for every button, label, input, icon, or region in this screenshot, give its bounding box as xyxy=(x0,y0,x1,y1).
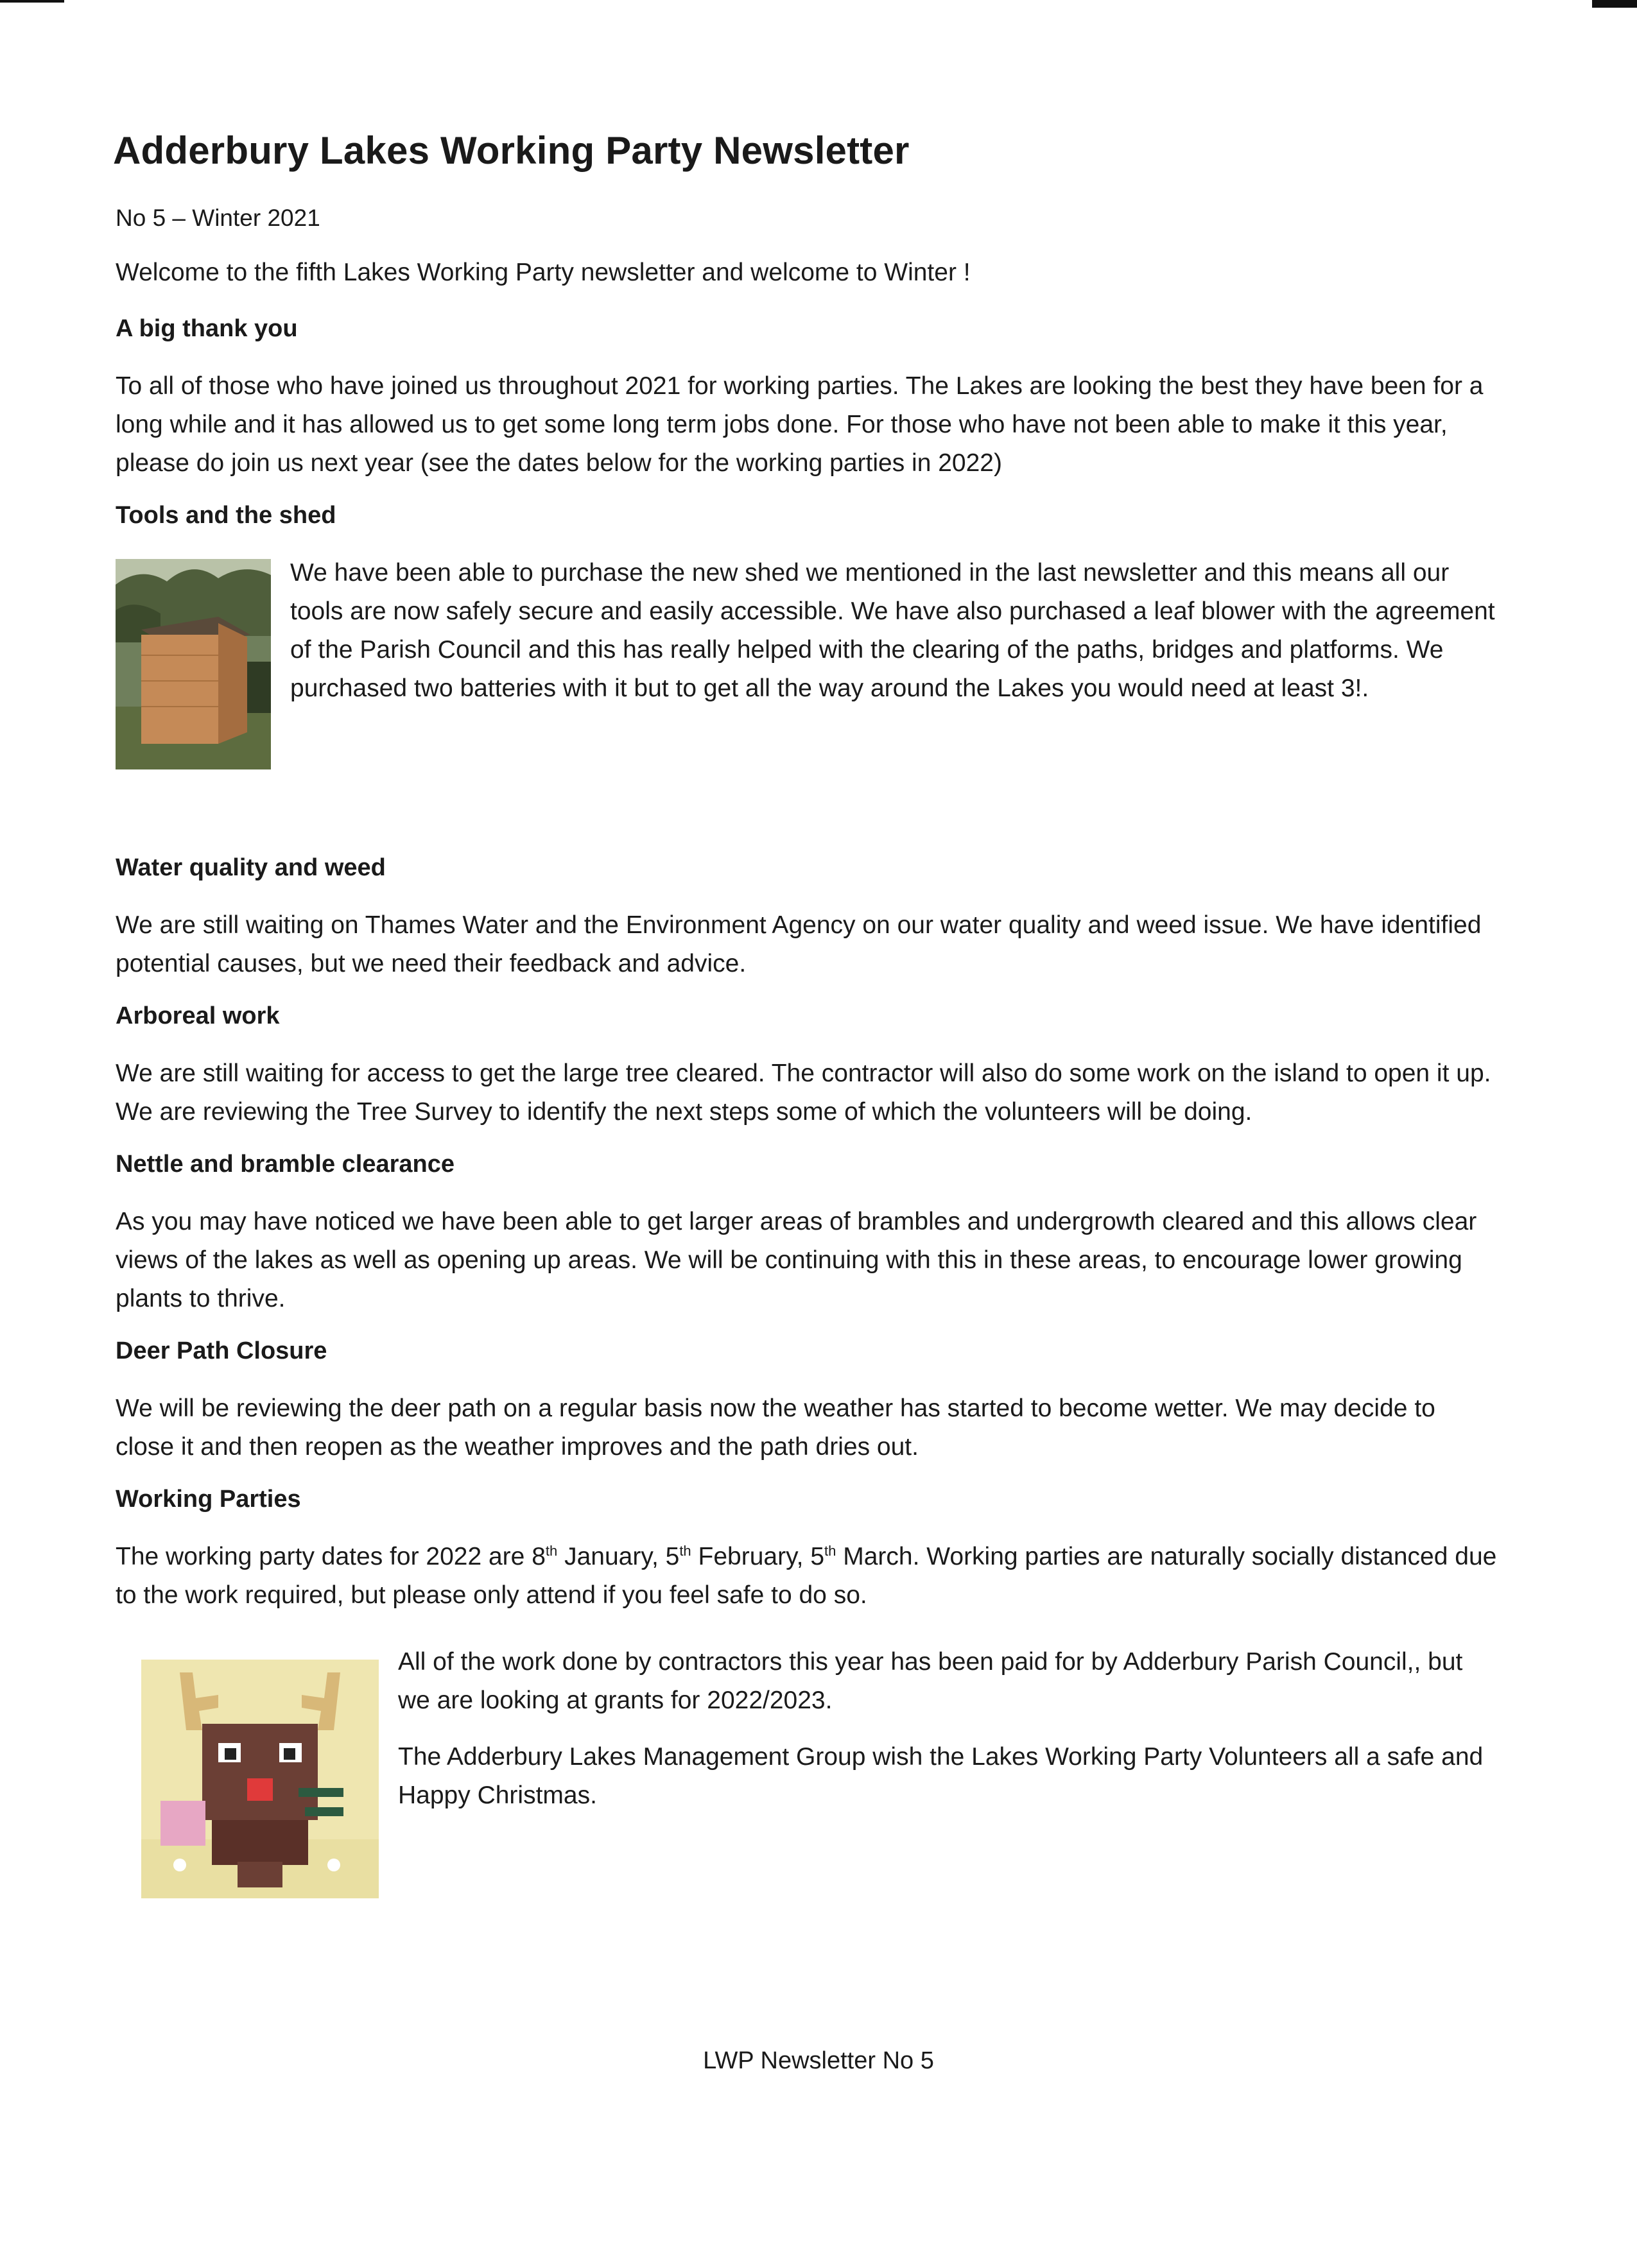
section-water xyxy=(113,854,1500,983)
shed-photo xyxy=(116,559,271,769)
date-day: 8 xyxy=(532,1543,546,1570)
section-nettle xyxy=(113,1151,1500,1318)
date-month: January, xyxy=(557,1543,666,1570)
section-heading: Tools and the shed xyxy=(116,502,336,529)
section-heading: Deer Path Closure xyxy=(116,1337,327,1364)
newsletter-title: Adderbury Lakes Working Party Newsletter xyxy=(113,129,910,172)
reindeer-photo xyxy=(141,1660,379,1898)
section-thank-you xyxy=(113,315,1500,483)
dates-intro: The working party dates for 2022 are xyxy=(116,1543,532,1570)
section-body: To all of those who have joined us throughout 2021 for working parties. The Lakes are looking the best they have been for a long while and it has allowed us to get some long term jobs done. For those who have not been able to make it this year, please do join us next year (see the dates below for the working parties in 2022) xyxy=(116,372,1484,477)
section-body: We have been able to purchase the new shed we mentioned in the last newsletter and this means all our tools are now safely secure and easily accessible. We have also purchased a leaf blower with the agreement of the Parish Council and this has really helped with the clearing of the paths, bridges and platforms. We purchased two batteries with it but to get all the way around the Lakes you would need at least 3!. xyxy=(290,559,1495,702)
section-heading: Arboreal work xyxy=(116,1002,280,1029)
issue-label: No 5 – Winter 2021 xyxy=(116,205,320,231)
section-deer xyxy=(113,1337,1500,1466)
section-heading: Working Parties xyxy=(116,1486,301,1513)
section-body: We are still waiting on Thames Water and the Environment Agency on our water quality and weed issue. We have identified potential causes, but we need their feedback and advice. xyxy=(116,911,1482,977)
scan-edge-mark xyxy=(0,0,64,3)
christmas-wishes: The Adderbury Lakes Management Group wish the Lakes Working Party Volunteers all a safe and Happy Christmas. xyxy=(398,1743,1484,1809)
scan-edge-mark-right xyxy=(1592,0,1637,8)
dates-rest: Working parties are naturally socially distanced due to the work required, but please only attend if you feel safe to do so. xyxy=(116,1543,1497,1609)
date-day: 5 xyxy=(665,1543,680,1570)
section-body: As you may have noticed we have been able to get larger areas of brambles and undergrowth cleared and this allows clear views of the lakes as well as opening up areas. We will be continuing with this in these areas, to encourage lower growing plants to thrive. xyxy=(116,1208,1477,1312)
closing-block xyxy=(113,1640,1500,1898)
section-body: We are still waiting for access to get the large tree cleared. The contractor will also do some work on the island to open it up. We are reviewing the Tree Survey to identify the next steps some of which the volunteers will be doing. xyxy=(116,1060,1491,1126)
section-body xyxy=(116,1538,1500,1615)
section-heading: A big thank you xyxy=(116,315,298,342)
section-heading: Nettle and bramble clearance xyxy=(116,1151,455,1178)
date-suffix: th xyxy=(824,1543,836,1559)
section-arboreal xyxy=(113,1002,1500,1131)
date-suffix: th xyxy=(679,1543,691,1559)
newsletter-page xyxy=(113,128,1500,1898)
page-footer: LWP Newsletter No 5 xyxy=(703,2047,934,2074)
date-day: 5 xyxy=(810,1543,825,1570)
date-month: March. xyxy=(836,1543,920,1570)
date-month: February, xyxy=(691,1543,811,1570)
funding-text: All of the work done by contractors this year has been paid for by Adderbury Parish Council,, but we are looking at grants for 2022/2023. xyxy=(398,1648,1463,1714)
welcome-text: Welcome to the fifth Lakes Working Party newsletter and welcome to Winter ! xyxy=(116,259,971,286)
section-working-parties xyxy=(113,1486,1500,1615)
section-body: We will be reviewing the deer path on a regular basis now the weather has started to become wetter. We may decide to close it and then reopen as the weather improves and the path dries out. xyxy=(116,1395,1435,1461)
date-suffix: th xyxy=(545,1543,558,1559)
section-tools xyxy=(113,502,1500,769)
section-heading: Water quality and weed xyxy=(116,854,386,881)
